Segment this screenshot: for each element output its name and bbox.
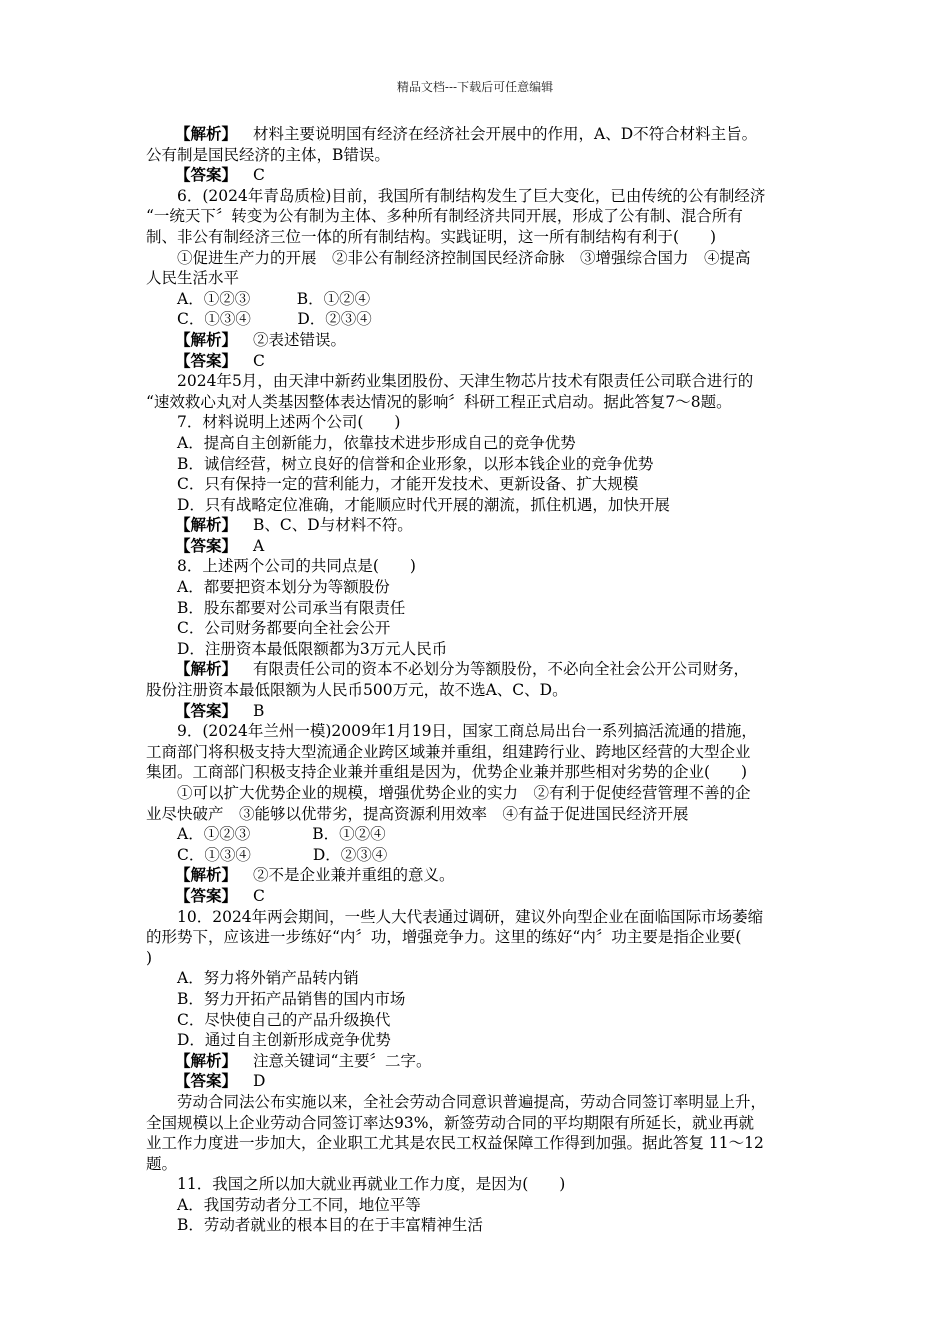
line-text: ): [146, 948, 153, 967]
text-line: [146, 886, 810, 907]
line-text: C．①③④ D．②③④: [177, 845, 388, 864]
text-line: [146, 495, 810, 516]
line-text: 公有制是国民经济的主体，B错误。: [146, 145, 390, 164]
line-text: C．①③④ D．②③④: [177, 310, 372, 329]
text-line: [146, 145, 810, 166]
text-line: [146, 948, 810, 969]
line-text: ①可以扩大优势企业的规模，增强优势企业的实力 ②有利于促使经营管理不善的企: [177, 784, 751, 802]
line-text: B．股东都要对公司承当有限责任: [177, 598, 406, 617]
analysis-label: 【解析】: [175, 1050, 238, 1070]
text-line: [146, 206, 810, 227]
text-line: [146, 1010, 810, 1031]
text-line: [146, 454, 810, 475]
text-line: [146, 1113, 810, 1134]
text-line: [146, 124, 810, 145]
text-line: [146, 762, 810, 783]
line-text: 材料主要说明国有经济在经济社会开展中的作用，A、D不符合材料主旨。: [253, 125, 758, 143]
line-text: 集团。工商部门积极支持企业兼并重组是因为，优势企业兼并那些相对劣势的企业( ): [146, 763, 748, 782]
answer-label: 【答案】: [175, 885, 238, 905]
line-text: A．①②③ B．①②④: [177, 289, 371, 308]
answer-value: C: [253, 166, 265, 185]
line-text: 题。: [146, 1154, 178, 1173]
line-text: A．提高自主创新能力，依靠技术进步形成自己的竞争优势: [177, 433, 576, 452]
line-text: ①促进生产力的开展 ②非公有制经济控制国民经济命脉 ③增强综合国力 ④提高: [177, 248, 751, 267]
text-line: [146, 474, 810, 495]
line-text: 2024年5月，由天津中新药业集团股份、天津生物芯片技术有限责任公司联合进行的: [177, 372, 754, 391]
line-text: 制、非公有制经济三位一体的所有制结构。实践证明，这一所有制结构有利于( ): [146, 227, 717, 246]
line-text: B、C、D与材料不符。: [253, 516, 413, 535]
text-line: [146, 1133, 810, 1154]
line-text: A．努力将外销产品转内销: [177, 969, 359, 988]
line-text: 股份注册资本最低限额为人民币500万元，故不选A、C、D。: [146, 681, 568, 700]
analysis-label: 【解析】: [175, 659, 238, 679]
text-line: [146, 433, 810, 454]
line-text: 业尽快破产 ③能够以优带劣，提高资源利用效率 ④有益于促进国民经济开展: [146, 804, 689, 823]
line-text: 11．我国之所以加大就业再就业工作力度，是因为( ): [177, 1175, 566, 1194]
line-text: ②表述错误。: [253, 330, 347, 349]
text-line: [146, 865, 810, 886]
text-line: [146, 1154, 810, 1175]
text-line: [146, 742, 810, 763]
answer-label: 【答案】: [175, 700, 238, 720]
answer-value: D: [253, 1072, 266, 1091]
line-text: A．①②③ B．①②④: [177, 825, 386, 844]
text-line: [146, 268, 810, 289]
line-text: C．只有保持一定的营利能力，才能开发技术、更新设备、扩大规模: [177, 475, 639, 494]
text-line: [146, 392, 810, 413]
analysis-label: 【解析】: [175, 515, 238, 535]
line-text: C．公司财务都要向全社会公开: [177, 619, 391, 638]
text-line: [146, 536, 810, 557]
analysis-label: 【解析】: [175, 865, 238, 885]
text-line: [146, 412, 810, 433]
text-line: [146, 371, 810, 392]
answer-label: 【答案】: [175, 535, 238, 555]
text-line: [146, 721, 810, 742]
page-header: 精品文档---下载后可任意编辑: [396, 80, 554, 94]
line-text: 9．(2024年兰州一模)2009年1月19日，国家工商总局出台一系列搞活流通的措施，: [177, 722, 757, 741]
line-text: “一统天下〞转变为公有制为主体、多种所有制经济共同开展，形成了公有制、混合所有: [146, 207, 743, 226]
text-line: [146, 639, 810, 660]
text-line: [146, 598, 810, 619]
line-text: 注意关键词“主要〞二字。: [253, 1051, 432, 1070]
document-body: [146, 124, 810, 1236]
line-text: D．通过自主创新形成竞争优势: [177, 1031, 391, 1050]
line-text: A．都要把资本划分为等额股份: [177, 578, 390, 597]
text-line: [146, 968, 810, 989]
text-line: [146, 186, 810, 207]
line-text: 10．2024年两会期间，一些人大代表通过调研，建议外向型企业在面临国际市场萎缩: [177, 907, 764, 926]
analysis-label: 【解析】: [175, 329, 238, 349]
answer-value: B: [253, 701, 265, 720]
line-text: B．努力开拓产品销售的国内市场: [177, 989, 406, 1008]
line-text: 工商部门将积极支持大型流通企业跨区域兼并重组，组建跨行业、跨地区经营的大型企业: [146, 742, 751, 761]
line-text: 劳动合同法公布实施以来，全社会劳动合同意识普遍提高，劳动合同签订率明显上升，: [177, 1092, 767, 1111]
text-line: [146, 165, 810, 186]
text-line: [146, 701, 810, 722]
text-line: [146, 989, 810, 1010]
line-text: 全国规模以上企业劳动合同签订率达93%，新签劳动合同的平均期限有所延长，就业再就: [146, 1113, 754, 1132]
analysis-label: 【解析】: [175, 124, 238, 143]
text-line: [146, 1195, 810, 1216]
text-line: [146, 351, 810, 372]
line-text: 业工作力度进一步加大，企业职工尤其是农民工权益保障工作得到加强。据此答复 11～12: [146, 1134, 764, 1153]
text-line: [146, 556, 810, 577]
text-line: [146, 309, 810, 330]
text-line: [146, 783, 810, 804]
line-text: C．尽快使自己的产品升级换代: [177, 1010, 391, 1029]
line-text: 的形势下，应该进一步练好“内〞功，增强竞争力。这里的练好“内〞功主要是指企业要(: [146, 928, 742, 947]
line-text: ②不是企业兼并重组的意义。: [253, 866, 455, 885]
text-line: [146, 1092, 810, 1113]
line-text: 人民生活水平: [146, 269, 240, 288]
answer-value: C: [253, 351, 265, 370]
answer-value: C: [253, 886, 265, 905]
text-line: [146, 907, 810, 928]
text-line: [146, 927, 810, 948]
line-text: A．我国劳动者分工不同，地位平等: [177, 1195, 421, 1214]
text-line: [146, 618, 810, 639]
line-text: 7．材料说明上述两个公司( ): [177, 413, 401, 432]
answer-value: A: [253, 536, 265, 555]
text-line: [146, 577, 810, 598]
text-line: [146, 1215, 810, 1236]
text-line: [146, 659, 810, 680]
text-line: [146, 1174, 810, 1195]
text-line: [146, 1030, 810, 1051]
line-text: B．诚信经营，树立良好的信誉和企业形象，以形本钱企业的竞争优势: [177, 454, 654, 473]
text-line: [146, 515, 810, 536]
line-text: 有限责任公司的资本不必划分为等额股份，不必向全社会公开公司财务，: [253, 660, 750, 679]
line-text: D．注册资本最低限额都为3万元人民币: [177, 639, 448, 658]
line-text: D．只有战略定位准确，才能顺应时代开展的潮流，抓住机遇，加快开展: [177, 495, 670, 514]
text-line: [146, 824, 810, 845]
text-line: [146, 289, 810, 310]
text-line: [146, 330, 810, 351]
text-line: [146, 680, 810, 701]
text-line: [146, 248, 810, 269]
line-text: “速效救心丸对人类基因整体表达情况的影响〞科研工程正式启动。据此答复7～8题。: [146, 392, 732, 411]
answer-label: 【答案】: [175, 350, 238, 370]
line-text: 8．上述两个公司的共同点是( ): [177, 557, 416, 576]
text-line: [146, 804, 810, 825]
text-line: [146, 227, 810, 248]
line-text: B．劳动者就业的根本目的在于丰富精神生活: [177, 1216, 483, 1235]
answer-label: 【答案】: [175, 1071, 238, 1091]
line-text: 6．(2024年青岛质检)目前，我国所有制结构发生了巨大变化，已由传统的公有制经济: [177, 186, 766, 205]
text-line: [146, 1071, 810, 1092]
text-line: [146, 1051, 810, 1072]
answer-label: 【答案】: [175, 165, 238, 185]
text-line: [146, 845, 810, 866]
